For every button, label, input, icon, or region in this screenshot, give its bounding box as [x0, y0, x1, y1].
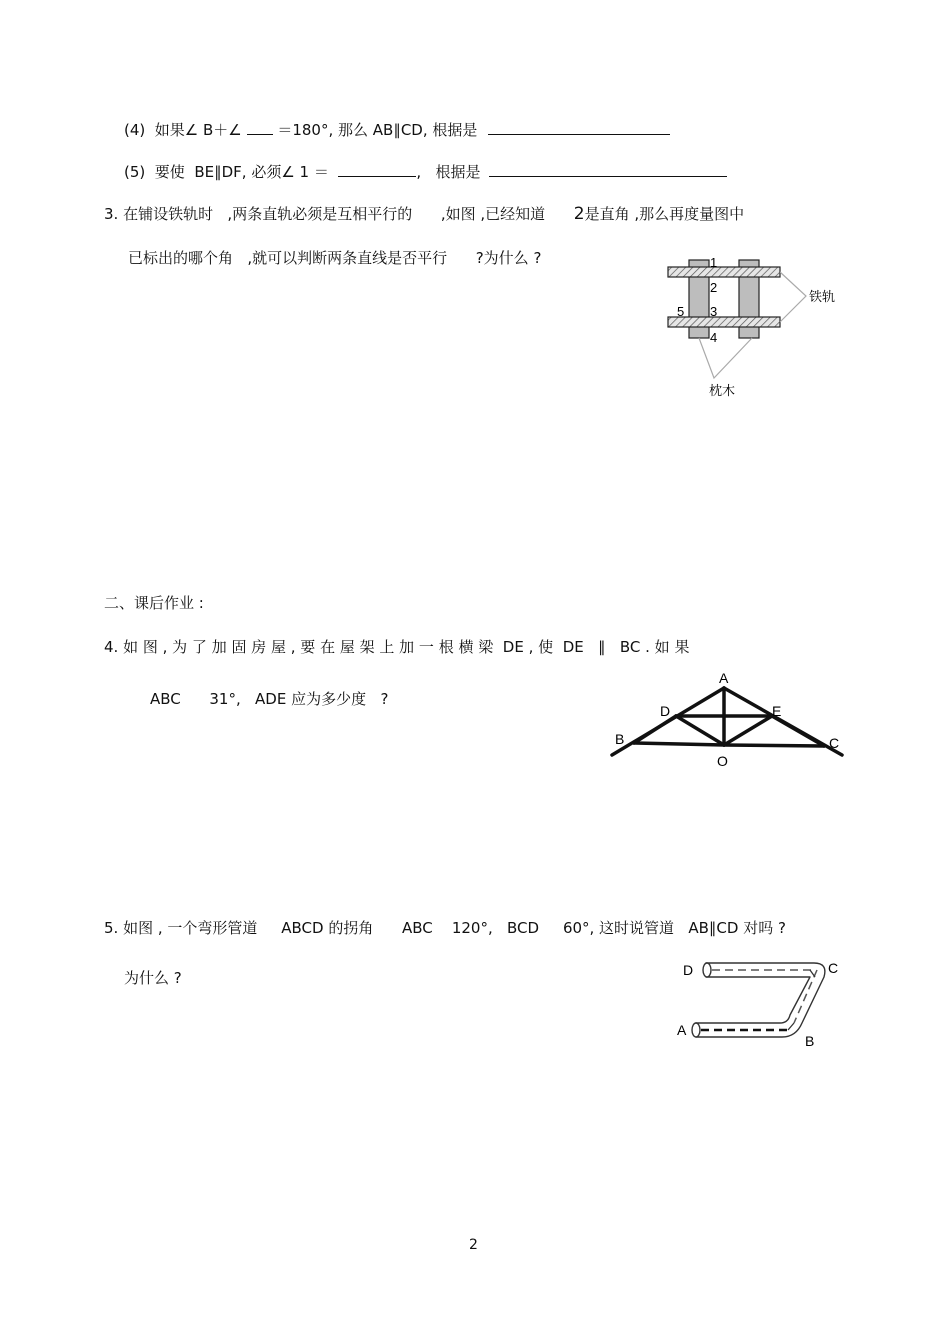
problem-text: 已标出的哪个角 — [128, 249, 234, 267]
brace-left — [634, 716, 676, 743]
vertex-label-c: C — [829, 735, 840, 751]
problem-text: BCD — [507, 919, 540, 937]
pipe-opening-d — [703, 963, 711, 977]
problem-text: , 使 — [528, 638, 554, 656]
pipe-label-d: D — [683, 962, 694, 978]
rail-bottom — [668, 317, 780, 327]
problem-text: AB∥CD — [688, 919, 739, 937]
problem-text: 2 — [573, 204, 585, 224]
problem-5-line-1 — [104, 917, 786, 938]
angle-label-3: 3 — [710, 304, 718, 319]
angle-label-4: 4 — [710, 330, 718, 345]
rail-label: 铁轨 — [809, 289, 836, 304]
angle-label-1: 1 — [710, 255, 718, 270]
problem-text: BC — [619, 638, 641, 656]
problem-text: ,就可以判断两条直线是否平行 — [247, 249, 448, 267]
problem-text: ,两条直轨必须是互相平行的 — [227, 205, 413, 223]
sub-question-text: ＝180°, 那么 — [277, 121, 368, 139]
pipe-label-c: C — [828, 960, 839, 976]
pipe-label-a: A — [677, 1022, 687, 1038]
problem-4-line-1 — [104, 636, 689, 657]
sub-question-text: 如果∠ B＋∠ — [154, 121, 242, 139]
pipe-label-b: B — [805, 1033, 815, 1049]
sub-question-number: (4) — [124, 121, 146, 139]
problem-4-line-2 — [150, 688, 388, 709]
problem-text: 对吗 ? — [743, 919, 786, 937]
vertex-label-d: D — [660, 703, 671, 719]
sub-question-number: (5) — [124, 163, 146, 181]
rail-top — [668, 267, 780, 277]
problem-text: ? — [380, 690, 389, 708]
pipe-outline — [696, 963, 825, 1037]
problem-text: ∥ — [598, 638, 606, 656]
problem-5-line-2: 为什么 ? — [124, 969, 182, 987]
problem-text: 是直角 ,那么再度量图中 — [584, 205, 745, 223]
vertex-label-o: O — [717, 753, 728, 769]
vertex-label-b: B — [615, 731, 625, 747]
problem-text: 如图 , 一个弯形管道 — [123, 919, 258, 937]
problem-text: ADE — [255, 690, 287, 708]
answer-blank[interactable] — [489, 162, 727, 177]
sub-question-text: 要使 — [154, 163, 185, 181]
answer-blank[interactable] — [488, 120, 670, 135]
vertex-label-e: E — [772, 703, 782, 719]
strut-eo — [724, 716, 772, 745]
roof-truss-figure — [600, 668, 850, 772]
problem-text: . 如 果 — [645, 638, 690, 656]
problem-text: ABC — [401, 919, 433, 937]
problem-text: DE — [562, 638, 584, 656]
problem-text: 如 图 , 为 了 加 固 房 屋 , 要 在 屋 架 上 加 一 根 横 梁 — [123, 638, 494, 656]
bent-pipe-figure — [676, 955, 846, 1055]
sleeper-pointer-lines — [699, 338, 752, 378]
problem-text: ,如图 ,已经知道 — [440, 205, 546, 223]
sub-question-text: BE∥DF, 必须∠ 1 ＝ — [194, 163, 329, 181]
truss-bottom-left — [634, 743, 724, 745]
problem-text: 31°, — [209, 690, 241, 708]
sleeper-label: 枕木 — [709, 383, 736, 398]
page-number: 2 — [469, 1237, 478, 1253]
problem-number: 3. — [104, 205, 119, 223]
sub-question-text: , — [416, 163, 422, 181]
problem-text: 120°, — [451, 919, 493, 937]
problem-text: DE — [502, 638, 524, 656]
angle-label-2: 2 — [710, 280, 718, 295]
answer-blank[interactable] — [338, 162, 416, 177]
sub-question-text: AB∥CD, 根据是 — [372, 121, 478, 139]
answer-blank[interactable] — [247, 120, 273, 135]
problem-text: ?为什么 ? — [475, 249, 542, 267]
problem-text: 应为多少度 — [291, 690, 367, 708]
problem-number: 4. — [104, 638, 119, 656]
problem-text: ABC — [150, 690, 181, 708]
angle-label-5: 5 — [677, 304, 685, 319]
rail-pointer-lines — [780, 272, 806, 322]
vertex-label-a: A — [719, 670, 729, 686]
problem-3-line-1 — [104, 203, 744, 224]
section-heading: 二、课后作业 : — [104, 594, 204, 612]
railway-figure — [660, 250, 850, 410]
strut-do — [676, 716, 724, 745]
problem-number: 5. — [104, 919, 119, 937]
problem-3-line-2 — [128, 247, 541, 268]
sub-question-4 — [124, 119, 670, 140]
pipe-opening-a — [692, 1023, 700, 1037]
problem-text: ABCD — [281, 919, 324, 937]
sub-question-5 — [124, 161, 727, 182]
sub-question-text: 根据是 — [435, 163, 481, 181]
problem-text: 的拐角 — [328, 919, 374, 937]
truss-bottom-right — [724, 745, 824, 746]
brace-right — [772, 716, 824, 746]
problem-text: 60°, 这时说管道 — [562, 919, 675, 937]
problem-text: 在铺设铁轨时 — [123, 205, 214, 223]
